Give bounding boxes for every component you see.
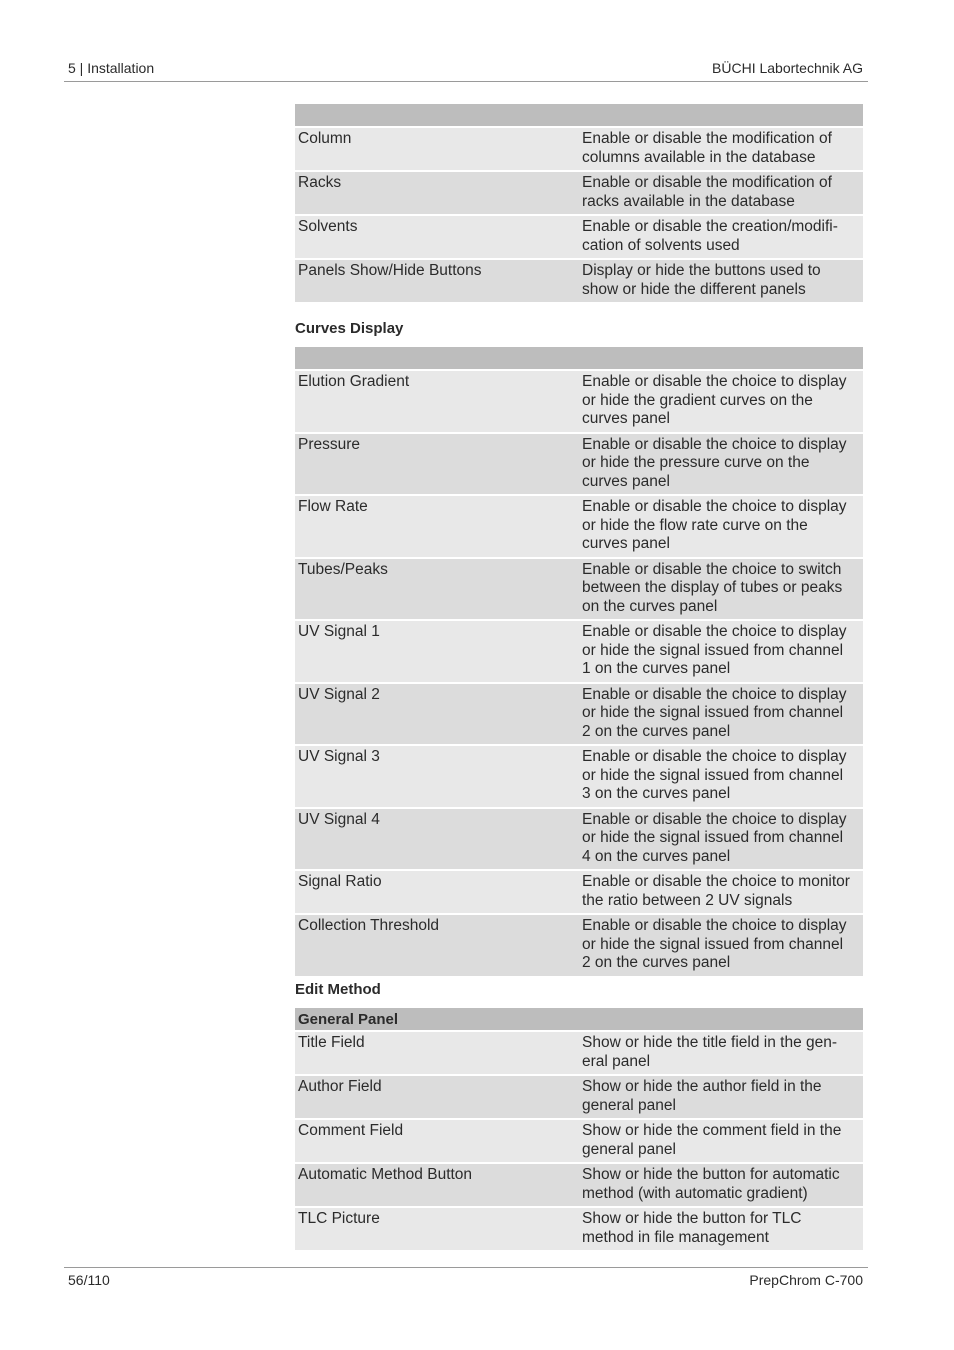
- description-line: Enable or disable the choice to display: [582, 623, 847, 640]
- table-row: [295, 1206, 863, 1250]
- row-description: [579, 172, 863, 214]
- table-header: [295, 347, 863, 369]
- table-row: [295, 126, 863, 170]
- description-line: Enable or disable the creation/modifi-: [582, 218, 838, 235]
- row-description: [579, 434, 863, 495]
- row-description: [579, 559, 863, 620]
- table-row: [295, 1118, 863, 1162]
- section-title-curves-display: Curves Display: [295, 320, 404, 337]
- row-description: [579, 621, 863, 682]
- table-row: [295, 1030, 863, 1074]
- description-line: Enable or disable the modification of: [582, 130, 832, 147]
- description-line: Show or hide the comment field in the: [582, 1122, 842, 1139]
- table-edit-method: [295, 1008, 863, 1250]
- row-label: Solvents: [298, 218, 358, 235]
- row-description: [579, 1208, 863, 1250]
- description-line: racks available in the database: [582, 192, 795, 210]
- table-row: [295, 258, 863, 302]
- table-header: [295, 104, 863, 126]
- row-description: [579, 1032, 863, 1074]
- row-description: [579, 684, 863, 745]
- row-label: Column: [298, 130, 352, 147]
- description-line: or hide the signal issued from channel: [582, 766, 844, 784]
- table-curves-display: [295, 347, 863, 976]
- table-header: General Panel: [295, 1008, 863, 1030]
- description-line: or hide the flow rate curve on the: [582, 516, 808, 534]
- description-line: 4 on the curves panel: [582, 847, 731, 865]
- table-row: [295, 170, 863, 214]
- row-label: Author Field: [298, 1078, 382, 1095]
- row-description: [579, 809, 863, 870]
- description-line: Enable or disable the choice to display: [582, 748, 847, 765]
- header-divider: [64, 81, 868, 82]
- row-label: Tubes/Peaks: [298, 560, 388, 578]
- row-label: Racks: [298, 174, 342, 191]
- table-row: [295, 557, 863, 620]
- row-label: Flow Rate: [298, 498, 368, 515]
- table-row: [295, 807, 863, 870]
- row-description: [579, 746, 863, 807]
- table-row: [295, 369, 863, 432]
- description-line: method (with automatic gradient): [582, 1184, 808, 1202]
- description-line: general panel: [582, 1096, 676, 1114]
- description-line: columns available in the database: [582, 148, 816, 166]
- description-line: eral panel: [582, 1052, 651, 1070]
- description-line: or hide the signal issued from channel: [582, 641, 844, 659]
- description-line: between the display of tubes or peaks: [582, 579, 843, 596]
- table-row: [295, 494, 863, 557]
- description-line: 1 on the curves panel: [582, 660, 731, 677]
- description-line: Show or hide the button for automatic: [582, 1166, 840, 1183]
- description-line: Show or hide the button for TLC: [582, 1210, 802, 1227]
- row-description: [579, 260, 863, 302]
- row-label: UV Signal 4: [298, 810, 380, 828]
- page-number: 56/110: [68, 1272, 110, 1288]
- row-description: [579, 915, 863, 976]
- description-line: Enable or disable the choice to display: [582, 685, 847, 703]
- description-line: curves panel: [582, 535, 670, 552]
- description-line: curves panel: [582, 472, 670, 490]
- description-line: Enable or disable the modification of: [582, 174, 832, 191]
- table-row: [295, 214, 863, 258]
- row-label: Automatic Method Button: [298, 1166, 473, 1183]
- row-description: [579, 371, 863, 432]
- section-title-edit-method: Edit Method: [295, 981, 381, 998]
- row-label: UV Signal 1: [298, 623, 380, 640]
- description-line: Enable or disable the choice to display: [582, 373, 847, 390]
- row-label: Elution Gradient: [298, 373, 410, 390]
- table-row: [295, 682, 863, 745]
- description-line: cation of solvents used: [582, 236, 740, 254]
- description-line: or hide the signal issued from channel: [582, 829, 844, 846]
- row-description: [579, 871, 863, 913]
- table-row: [295, 913, 863, 976]
- description-line: show or hide the different panels: [582, 280, 806, 298]
- description-line: 2 on the curves panel: [582, 954, 731, 971]
- row-description: [579, 1076, 863, 1118]
- description-line: or hide the signal issued from channel: [582, 704, 844, 721]
- description-line: Show or hide the title field in the gen-: [582, 1034, 838, 1051]
- row-label: UV Signal 2: [298, 685, 380, 703]
- header-company-name: BÜCHI Labortechnik AG: [712, 60, 863, 76]
- description-line: the ratio between 2 UV signals: [582, 891, 793, 909]
- description-line: 2 on the curves panel: [582, 722, 731, 740]
- description-line: or hide the signal issued from channel: [582, 935, 844, 953]
- table-row: [295, 1162, 863, 1206]
- description-line: Enable or disable the choice to display: [582, 810, 847, 828]
- header-section-label: 5 | Installation: [68, 60, 155, 76]
- description-line: Enable or disable the choice to display: [582, 498, 847, 515]
- row-label: Comment Field: [298, 1122, 404, 1139]
- table-row: [295, 432, 863, 495]
- table-row: [295, 744, 863, 807]
- description-line: or hide the gradient curves on the: [582, 391, 813, 409]
- row-description: [579, 496, 863, 557]
- description-line: curves panel: [582, 410, 670, 427]
- row-description: [579, 1120, 863, 1162]
- description-line: 3 on the curves panel: [582, 785, 731, 802]
- row-label: Panels Show/Hide Buttons: [298, 262, 482, 279]
- table-row: [295, 1074, 863, 1118]
- description-line: method in file management: [582, 1228, 769, 1246]
- table-row: [295, 869, 863, 913]
- description-line: or hide the pressure curve on the: [582, 454, 810, 471]
- footer-divider: [64, 1267, 868, 1268]
- description-line: Display or hide the buttons used to: [582, 262, 821, 279]
- row-label: Pressure: [298, 435, 361, 453]
- row-description: [579, 1164, 863, 1206]
- row-label: UV Signal 3: [298, 748, 380, 765]
- row-label: TLC Picture: [298, 1210, 380, 1227]
- description-line: general panel: [582, 1140, 676, 1158]
- table-permissions: [295, 104, 863, 302]
- table-row: [295, 619, 863, 682]
- description-line: Enable or disable the choice to display: [582, 435, 847, 453]
- row-label: Title Field: [298, 1034, 365, 1051]
- row-description: [579, 216, 863, 258]
- description-line: Show or hide the author field in the: [582, 1078, 822, 1095]
- row-label: Collection Threshold: [298, 917, 440, 934]
- description-line: on the curves panel: [582, 597, 718, 615]
- description-line: Enable or disable the choice to monitor: [582, 873, 850, 890]
- product-name: PrepChrom C-700: [749, 1272, 863, 1288]
- description-line: Enable or disable the choice to switch: [582, 560, 842, 578]
- row-label: Signal Ratio: [298, 873, 382, 890]
- row-description: [579, 128, 863, 170]
- description-line: Enable or disable the choice to display: [582, 917, 847, 934]
